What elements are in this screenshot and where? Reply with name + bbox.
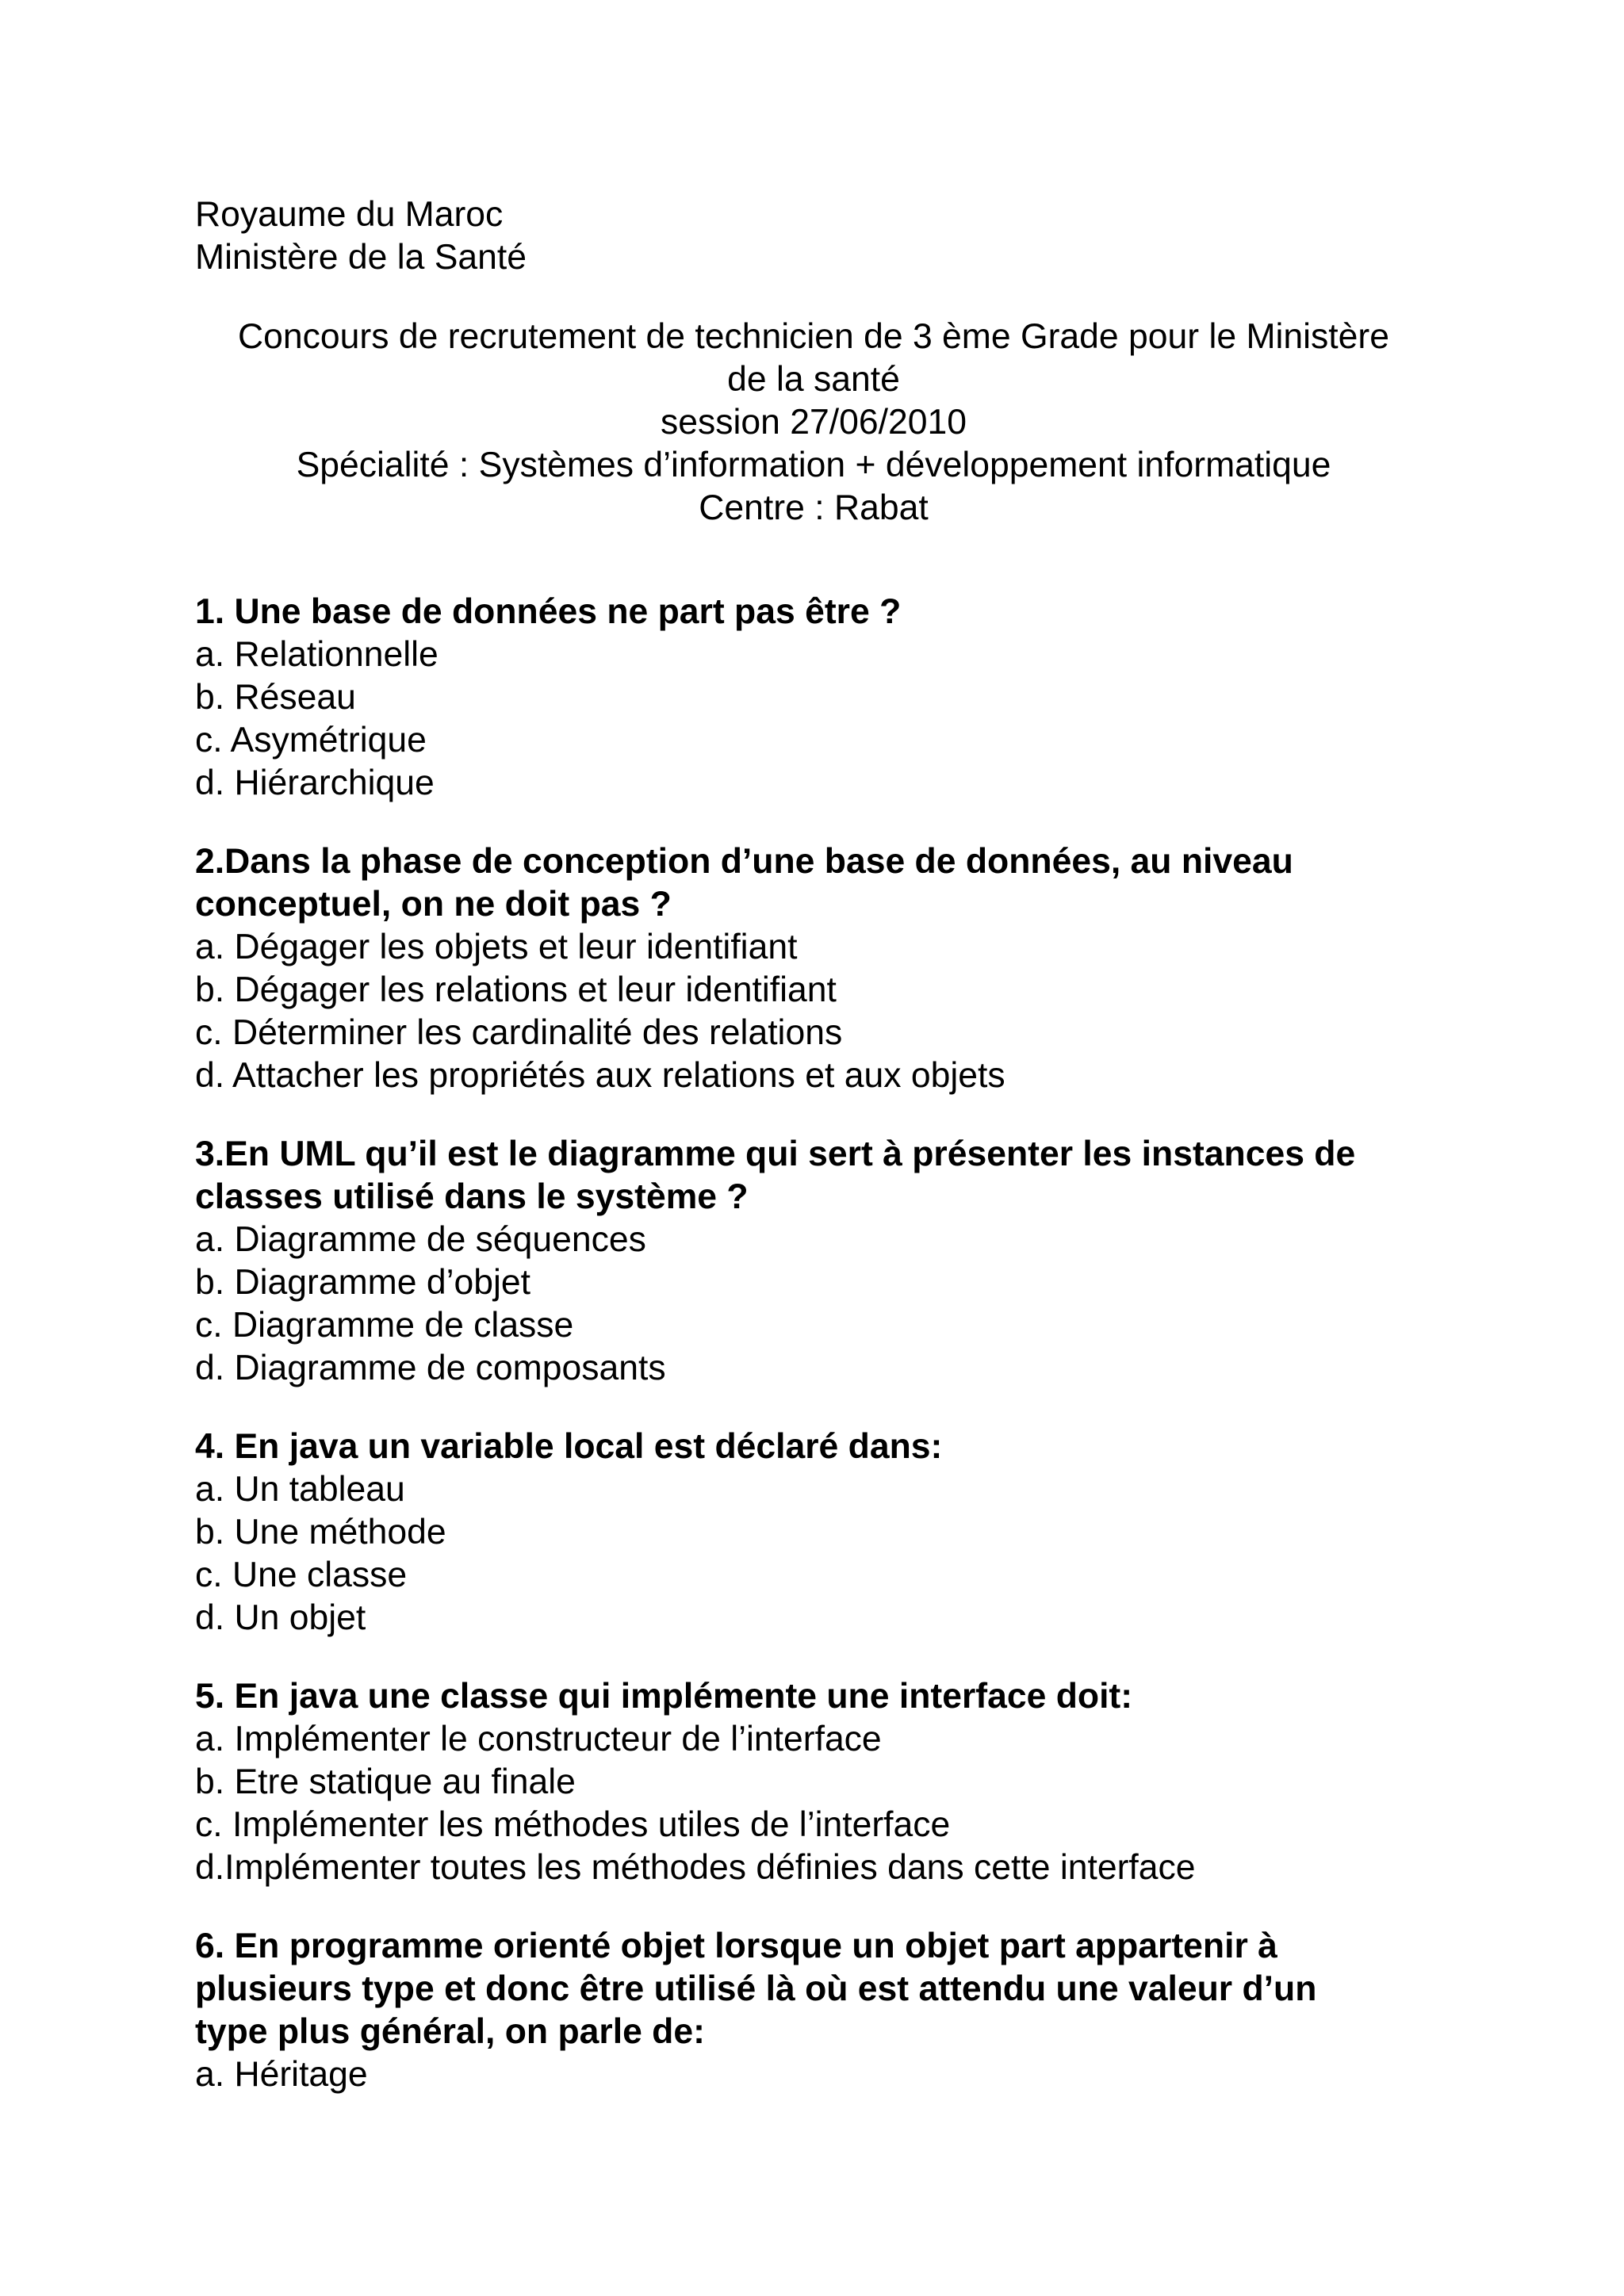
exam-centre: Centre : Rabat: [699, 488, 929, 527]
exam-page: [195, 193, 1432, 2132]
answer-option: a. Héritage: [195, 2055, 368, 2094]
answer-option: b. Une méthode: [195, 1513, 446, 1552]
exam-session: session 27/06/2010: [661, 403, 967, 442]
question-block: [195, 591, 1432, 805]
question-text: plusieurs type et donc être utilisé là où est attendu une valeur d’un: [195, 1969, 1317, 2008]
question-block: [195, 1925, 1432, 2096]
question-block: [195, 1425, 1432, 1640]
answer-option: a. Dégager les objets et leur identifiant: [195, 928, 798, 966]
answer-option: c. Une classe: [195, 1556, 408, 1594]
question-block: [195, 1133, 1432, 1390]
answer-option: b. Réseau: [195, 678, 356, 717]
question-block: [195, 1675, 1432, 1889]
answer-option: c. Diagramme de classe: [195, 1306, 574, 1345]
question-text: type plus général, on parle de:: [195, 2012, 705, 2051]
answer-option: d. Un objet: [195, 1598, 366, 1637]
answer-option: d. Diagramme de composants: [195, 1349, 666, 1387]
exam-title-line-2: de la santé: [727, 360, 900, 399]
answer-option: b. Dégager les relations et leur identifiant: [195, 970, 837, 1009]
question-list: [195, 591, 1432, 2096]
document-header: [195, 193, 1432, 279]
answer-option: d. Hiérarchique: [195, 763, 435, 802]
answer-option: a. Implémenter le constructeur de l’interface: [195, 1720, 882, 1758]
exam-speciality: Spécialité : Systèmes d’information + développement informatique: [296, 446, 1331, 484]
question-block: [195, 840, 1432, 1097]
exam-title-line-1: Concours de recrutement de technicien de 3 ème Grade pour le Ministère: [238, 317, 1389, 356]
answer-option: a. Un tableau: [195, 1470, 405, 1509]
country-name: Royaume du Maroc: [195, 195, 504, 234]
question-text: conceptuel, on ne doit pas ?: [195, 885, 672, 924]
question-text: 4. En java un variable local est déclaré dans:: [195, 1427, 943, 1466]
answer-option: c. Déterminer les cardinalité des relations: [195, 1013, 843, 1052]
question-text: 5. En java une classe qui implémente une interface doit:: [195, 1677, 1133, 1716]
question-text: 1. Une base de données ne part pas être ?: [195, 592, 902, 631]
question-text: 2.Dans la phase de conception d’une base de données, au niveau: [195, 842, 1293, 881]
question-text: classes utilisé dans le système ?: [195, 1177, 749, 1216]
answer-option: b. Etre statique au finale: [195, 1762, 576, 1801]
answer-option: d. Attacher les propriétés aux relations et aux objets: [195, 1056, 1005, 1095]
answer-option: a. Diagramme de séquences: [195, 1220, 646, 1259]
ministry-name: Ministère de la Santé: [195, 238, 527, 277]
answer-option: a. Relationnelle: [195, 635, 439, 674]
answer-option: d.Implémenter toutes les méthodes définies dans cette interface: [195, 1848, 1196, 1887]
question-text: 3.En UML qu’il est le diagramme qui sert à présenter les instances de: [195, 1135, 1356, 1173]
question-text: 6. En programme orienté objet lorsque un objet part appartenir à: [195, 1927, 1277, 1965]
answer-option: c. Implémenter les méthodes utiles de l’interface: [195, 1805, 951, 1844]
answer-option: b. Diagramme d’objet: [195, 1263, 530, 1302]
answer-option: c. Asymétrique: [195, 721, 427, 760]
exam-title-block: [195, 316, 1432, 530]
